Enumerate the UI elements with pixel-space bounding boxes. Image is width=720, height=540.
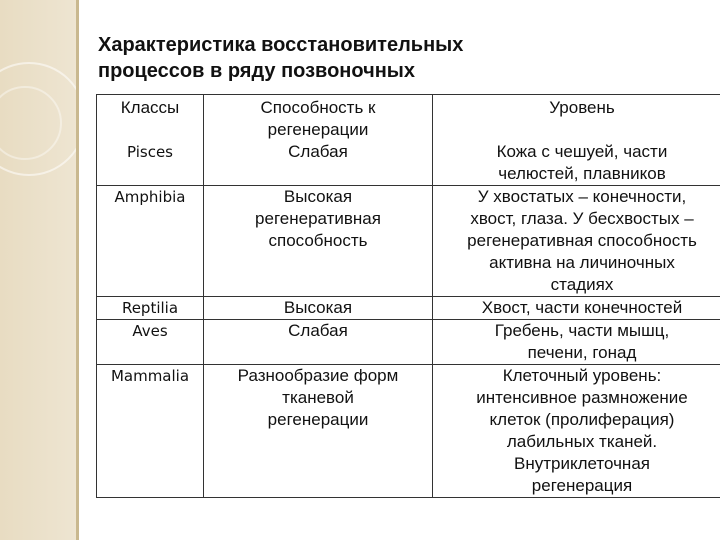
cell-ability-line: регенеративная [255, 209, 381, 228]
cell-class: Pisces [97, 141, 204, 186]
cell-class: Mammalia [97, 365, 204, 498]
cell-ability-line: Разнообразие форм [237, 366, 399, 385]
cell-level-line: Хвост, части конечностей [481, 298, 683, 317]
table-row [97, 365, 720, 498]
title-line-1: Характеристика восстановительных [98, 34, 464, 56]
cell-ability [204, 365, 433, 498]
cell-level-line: У хвостатых – конечности, [477, 187, 687, 206]
header-ability [204, 95, 433, 142]
header-ability-line-1: Способность к [260, 98, 376, 117]
header-ability-line-2: регенерации [267, 120, 369, 139]
table-row [97, 297, 720, 320]
table-header-row [97, 95, 720, 142]
title-line-2: процессов в ряду позвоночных [98, 60, 415, 82]
table-row [97, 141, 720, 186]
cell-ability-line: регенерации [267, 410, 369, 429]
header-level: Уровень [433, 95, 720, 142]
cell-level [433, 186, 720, 297]
sidebar-divider [76, 0, 79, 540]
cell-level-line: стадиях [550, 275, 614, 294]
cell-level-line: активна на личиночных [489, 253, 675, 272]
cell-level-line: регенеративная способность [467, 231, 697, 250]
cell-level-line: регенерация [531, 476, 633, 495]
cell-ability-line: Слабая [288, 321, 348, 340]
cell-ability-line: Слабая [288, 142, 348, 161]
cell-ability [204, 141, 433, 186]
cell-ability [204, 297, 433, 320]
cell-level-line: Внутриклеточная [514, 454, 650, 473]
regeneration-table [96, 94, 720, 498]
cell-level-line: Кожа с чешуей, части [496, 142, 668, 161]
cell-class: Reptilia [97, 297, 204, 320]
cell-level-line: челюстей, плавников [498, 164, 666, 183]
cell-level [433, 141, 720, 186]
cell-ability-line: Высокая [283, 187, 353, 206]
cell-level-line: хвост, глаза. У бесхвостых – [470, 209, 694, 228]
cell-level [433, 320, 720, 365]
sidebar-shade [0, 0, 76, 540]
cell-level-line: Клеточный уровень: [502, 366, 662, 385]
table-body [97, 141, 720, 498]
cell-ability-line: тканевой [282, 388, 354, 407]
cell-ability-line: способность [268, 231, 368, 250]
cell-level-line: интенсивное размножение [476, 388, 688, 407]
table-row [97, 320, 720, 365]
cell-level-line: печени, гонад [527, 343, 637, 362]
cell-level-line: клеток (пролиферация) [489, 410, 675, 429]
cell-class: Aves [97, 320, 204, 365]
cell-ability-line: Высокая [283, 298, 353, 317]
cell-level [433, 365, 720, 498]
table-row [97, 186, 720, 297]
page-title [98, 32, 698, 84]
cell-level-line: лабильных тканей. [506, 432, 658, 451]
decorative-sidebar [0, 0, 76, 540]
cell-level-line: Гребень, части мышц, [494, 321, 670, 340]
cell-level [433, 297, 720, 320]
cell-ability [204, 186, 433, 297]
cell-ability [204, 320, 433, 365]
cell-class: Amphibia [97, 186, 204, 297]
header-classes: Классы [97, 95, 204, 142]
